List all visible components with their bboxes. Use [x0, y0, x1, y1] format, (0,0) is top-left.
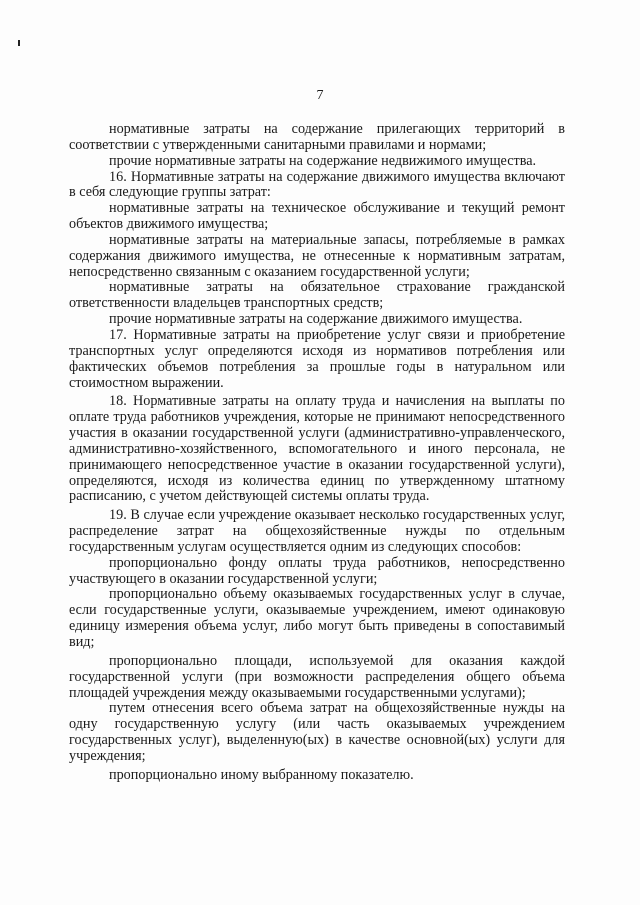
- paragraph: пропорционально объему оказываемых государственных услуг в случае, если государственные услуги, оказываемые учреждением, имеют одинаковую единицу измерения объема услуг, либо могут быть приведены в сопоставимый вид;: [69, 586, 565, 650]
- paragraph: 19. В случае если учреждение оказывает несколько государственных услуг, распределение затрат на общехозяйственные нужды по отдельным государственным услугам осуществляется одним из следующих способов:: [69, 507, 565, 555]
- paragraph: пропорционально площади, используемой для оказания каждой государственной услуги (при возможности распределения общего объема площадей учреждения между оказываемыми государственными услугами);: [69, 652, 565, 701]
- scan-mark: [18, 40, 20, 46]
- paragraph: нормативные затраты на обязательное страхование гражданской ответственности владельцев транспортных средств;: [69, 279, 565, 312]
- paragraph: пропорционально иному выбранному показателю.: [109, 766, 414, 783]
- document-body: [69, 122, 565, 784]
- paragraph: 18. Нормативные затраты на оплату труда и начисления на выплаты по оплате труда работников учреждения, которые не принимают непосредственного участия в оказании государственной услуги (административно-управленческого, административно-хозяйственного, вспомогательного и иного персонала, не принимающего непосредственное участие в оказании государственной услуги), определяются, исходя из количества единиц по утвержденному штатному расписанию, с учетом действующей системы оплаты труда.: [69, 393, 565, 505]
- paragraph: прочие нормативные затраты на содержание движимого имущества.: [109, 311, 523, 328]
- paragraph: прочие нормативные затраты на содержание недвижимого имущества.: [109, 152, 537, 169]
- paragraph: пропорционально фонду оплаты труда работников, непосредственно участвующего в оказании государственной услуги;: [69, 554, 565, 587]
- paragraph: нормативные затраты на техническое обслуживание и текущий ремонт объектов движимого имущества;: [69, 200, 565, 233]
- paragraph: 16. Нормативные затраты на содержание движимого имущества включают в себя следующие группы затрат:: [69, 168, 565, 201]
- paragraph: 17. Нормативные затраты на приобретение услуг связи и приобретение транспортных услуг определяются исходя из нормативов потребления или фактических объемов потребления за прошлые годы в натуральном или стоимостном выражении.: [69, 326, 565, 391]
- paragraph: нормативные затраты на содержание прилегающих территорий в соответствии с утвержденными санитарными правилами и нормами;: [69, 121, 565, 153]
- page-number: 7: [316, 88, 324, 103]
- paragraph: нормативные затраты на материальные запасы, потребляемые в рамках содержания движимого имущества, не отнесенные к нормативным затратам, непосредственно связанным с оказанием государственной услуги;: [69, 231, 565, 280]
- paragraph: путем отнесения всего объема затрат на общехозяйственные нужды на одну государственную услугу (или часть оказываемых учреждением государственных услуг), выделенную(ых) в качестве основной(ых) услуги для учреждения;: [69, 700, 565, 764]
